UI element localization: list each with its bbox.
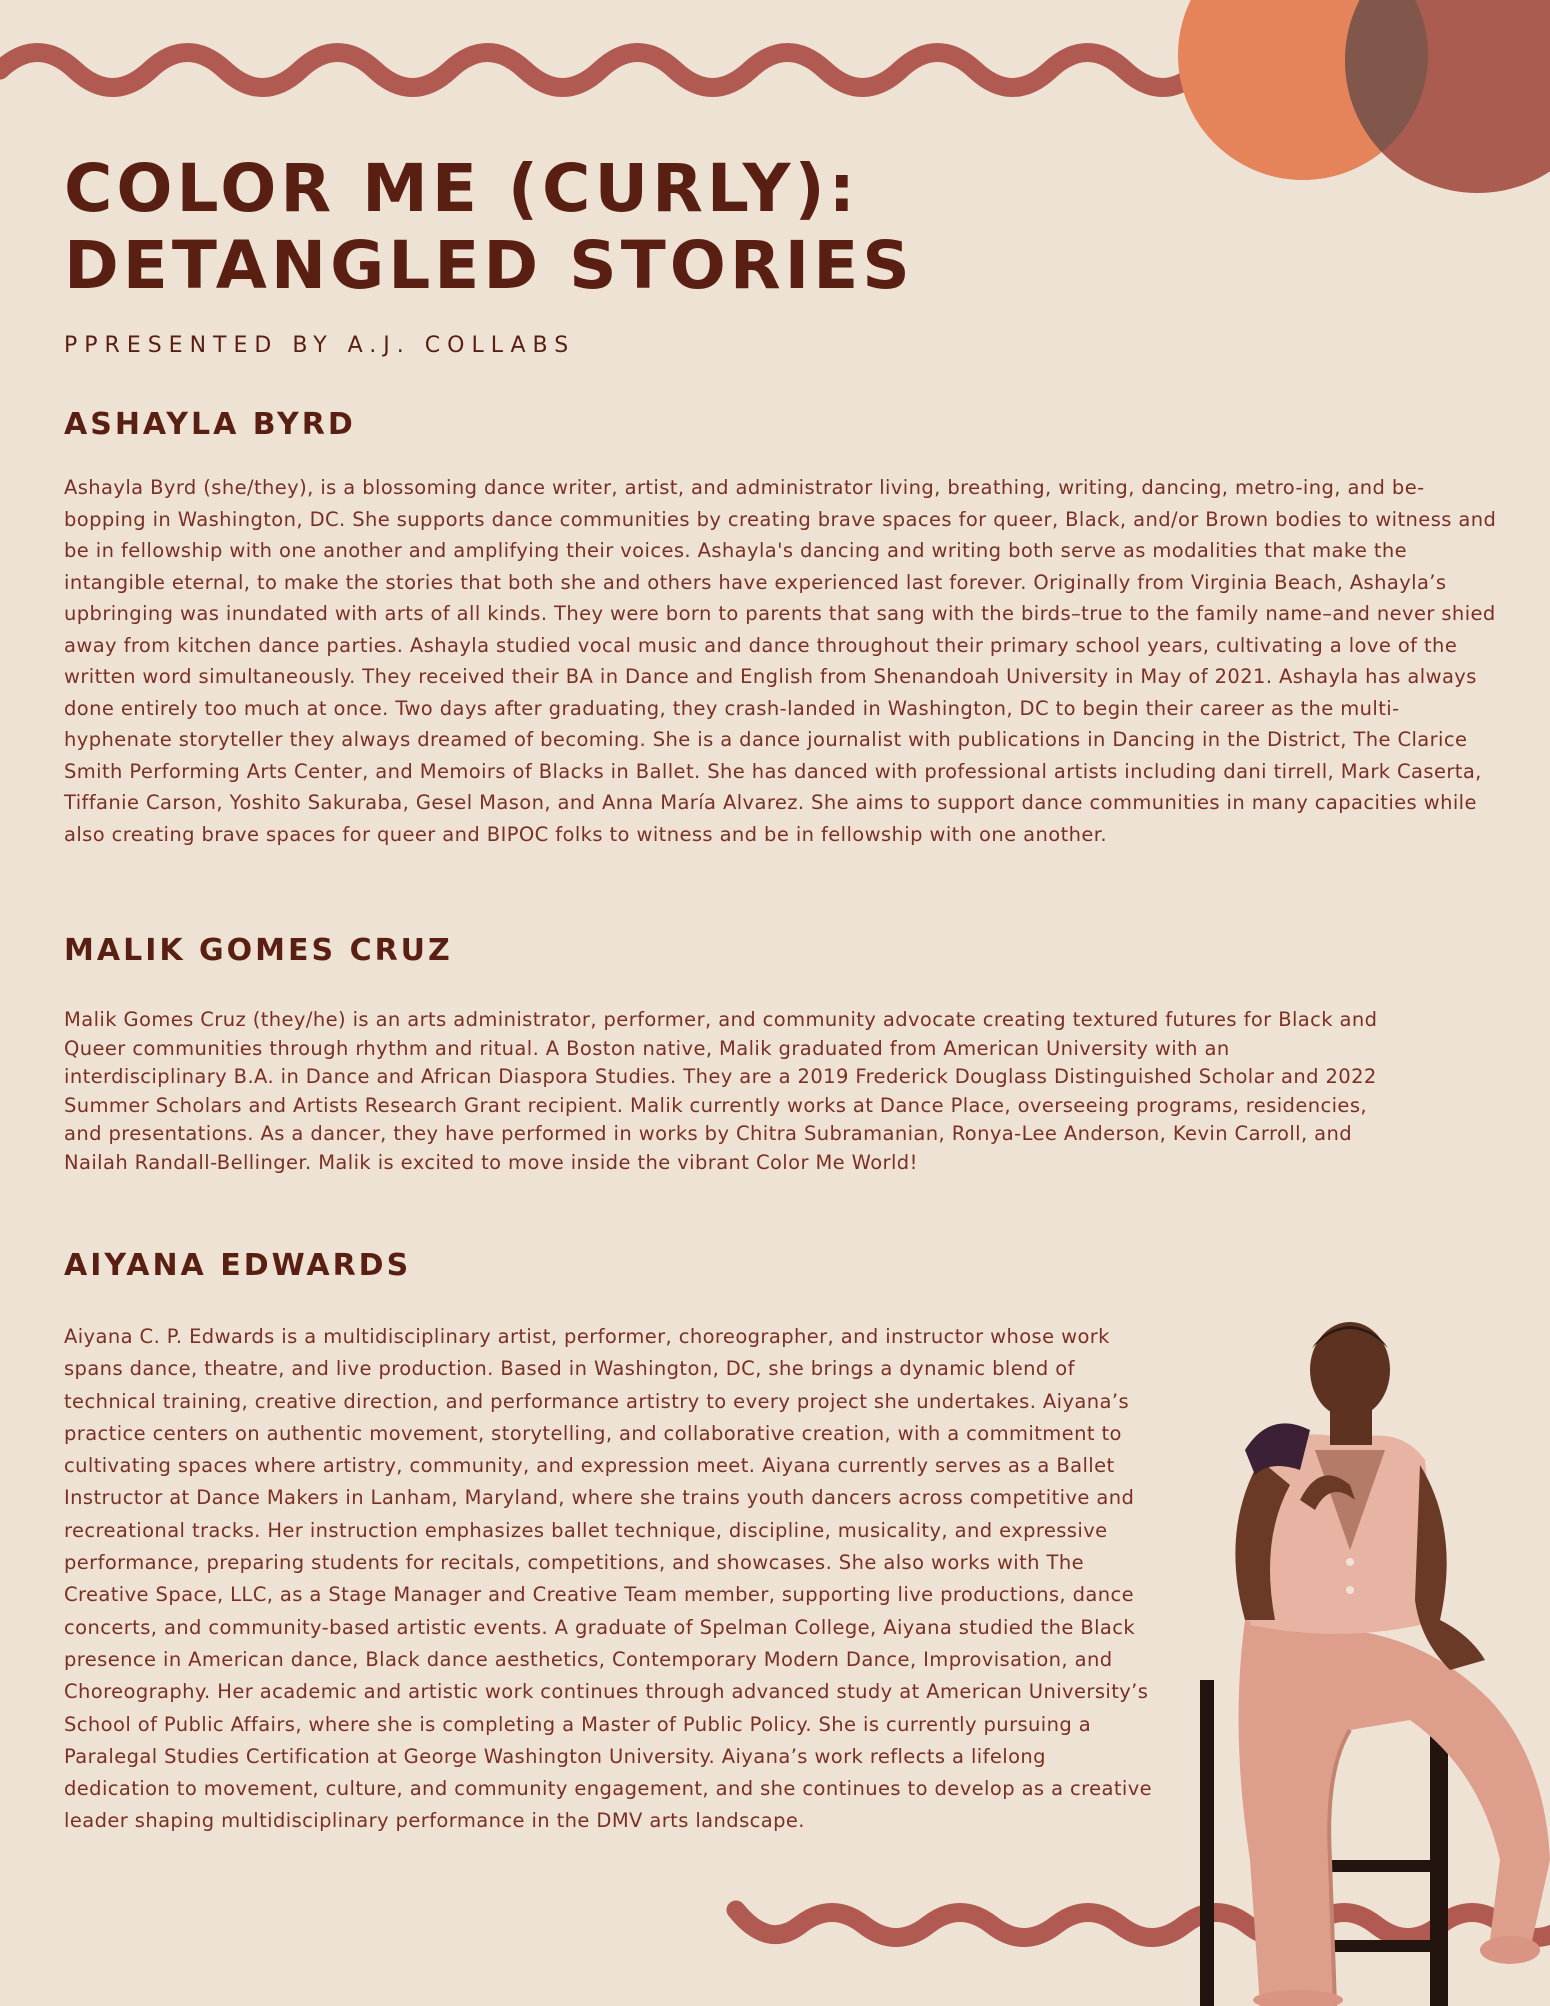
circle-overlap-decoration	[1178, 0, 1550, 195]
bio-heading-ashayla-byrd: ASHAYLA BYRD	[64, 407, 356, 442]
performer-photo	[1150, 1300, 1550, 2006]
bio-text-malik-gomes-cruz: Malik Gomes Cruz (they/he) is an arts administrator, performer, and community advocate creating textured futures for Black and Queer communities through rhythm and ritual. A Boston native, Malik graduated from American University with an interdisciplinary B.A. in Dance and African Diaspora Studies. They are a 2019 Frederick Douglass Distinguished Scholar and 2022 Summer Scholars and Artists Research Grant recipient. Malik currently works at Dance Place, overseeing programs, residencies, and presentations. As a dancer, they have performed in works by Chitra Subramanian, Ronya-Lee Anderson, Kevin Carroll, and Nailah Randall-Bellinger. Malik is excited to move inside the vibrant Color Me World!	[64, 1008, 1378, 1174]
bio-heading-malik-gomes-cruz: MALIK GOMES CRUZ	[64, 933, 453, 968]
title-line-2: DETANGLED STORIES	[64, 227, 914, 304]
title-line-1: COLOR ME (CURLY):	[64, 150, 860, 227]
bio-text-aiyana-edwards: Aiyana C. P. Edwards is a multidisciplinary artist, performer, choreographer, and instructor whose work spans dance, theatre, and live production. Based in Washington, DC, she brings a dynamic blend of technical training, creative direction, and performance artistry to every project she undertakes. Aiyana’s practice centers on authentic movement, storytelling, and collaborative creation, with a commitment to cultivating spaces where artistry, community, and expression meet. Aiyana currently serves as a Ballet Instructor at Dance Makers in Lanham, Maryland, where she trains youth dancers across competitive and recreational tracks. Her instruction emphasizes ballet technique, discipline, musicality, and expressive performance, preparing students for recitals, competitions, and showcases. She also works with The Creative Space, LLC, as a Stage Manager and Creative Team member, supporting live productions, dance concerts, and community-based artistic events. A graduate of Spelman College, Aiyana studied the Black presence in American dance, Black dance aesthetics, Contemporary Modern Dance, Improvisation, and Choreography. Her academic and artistic work continues through advanced study at American University’s School of Public Affairs, where she is completing a Master of Public Policy. She is currently pursuing a Paralegal Studies Certification at George Washington University. Aiyana’s work reflects a lifelong dedication to movement, culture, and community engagement, and she continues to develop as a creative leader shaping multidisciplinary performance in the DMV arts landscape.	[64, 1325, 1153, 1833]
page-title	[64, 150, 914, 304]
bio-heading-aiyana-edwards: AIYANA EDWARDS	[64, 1248, 412, 1283]
bio-text-ashayla-byrd: Ashayla Byrd (she/they), is a blossoming dance writer, artist, and administrator living, breathing, writing, dancing, metro-ing, and be-bopping in Washington, DC. She supports dance communities by creating brave spaces for queer, Black, and/or Brown bodies to witness and be in fellowship with one another and amplifying their voices. Ashayla's dancing and writing both serve as modalities that make the intangible eternal, to make the stories that both she and others have experienced last forever. Originally from Virginia Beach, Ashayla’s upbringing was inundated with arts of all kinds. They were born to parents that sang with the birds–true to the family name–and never shied away from kitchen dance parties. Ashayla studied vocal music and dance throughout their primary school years, cultivating a love of the written word simultaneously. They received their BA in Dance and English from Shenandoah University in May of 2021. Ashayla has always done entirely too much at once. Two days after graduating, they crash-landed in Washington, DC to begin their career as the multi-hyphenate storyteller they always dreamed of becoming. She is a dance journalist with publications in Dancing in the District, The Clarice Smith Performing Arts Center, and Memoirs of Blacks in Ballet. She has danced with professional artists including dani tirrell, Mark Caserta, Tiffanie Carson, Yoshito Sakuraba, Gesel Mason, and Anna María Alvarez. She aims to support dance communities in many capacities while also creating brave spaces for queer and BIPOC folks to witness and be in fellowship with one another.	[64, 476, 1497, 846]
presenter-subtitle: PPRESENTED BY A.J. COLLABS	[64, 333, 576, 358]
